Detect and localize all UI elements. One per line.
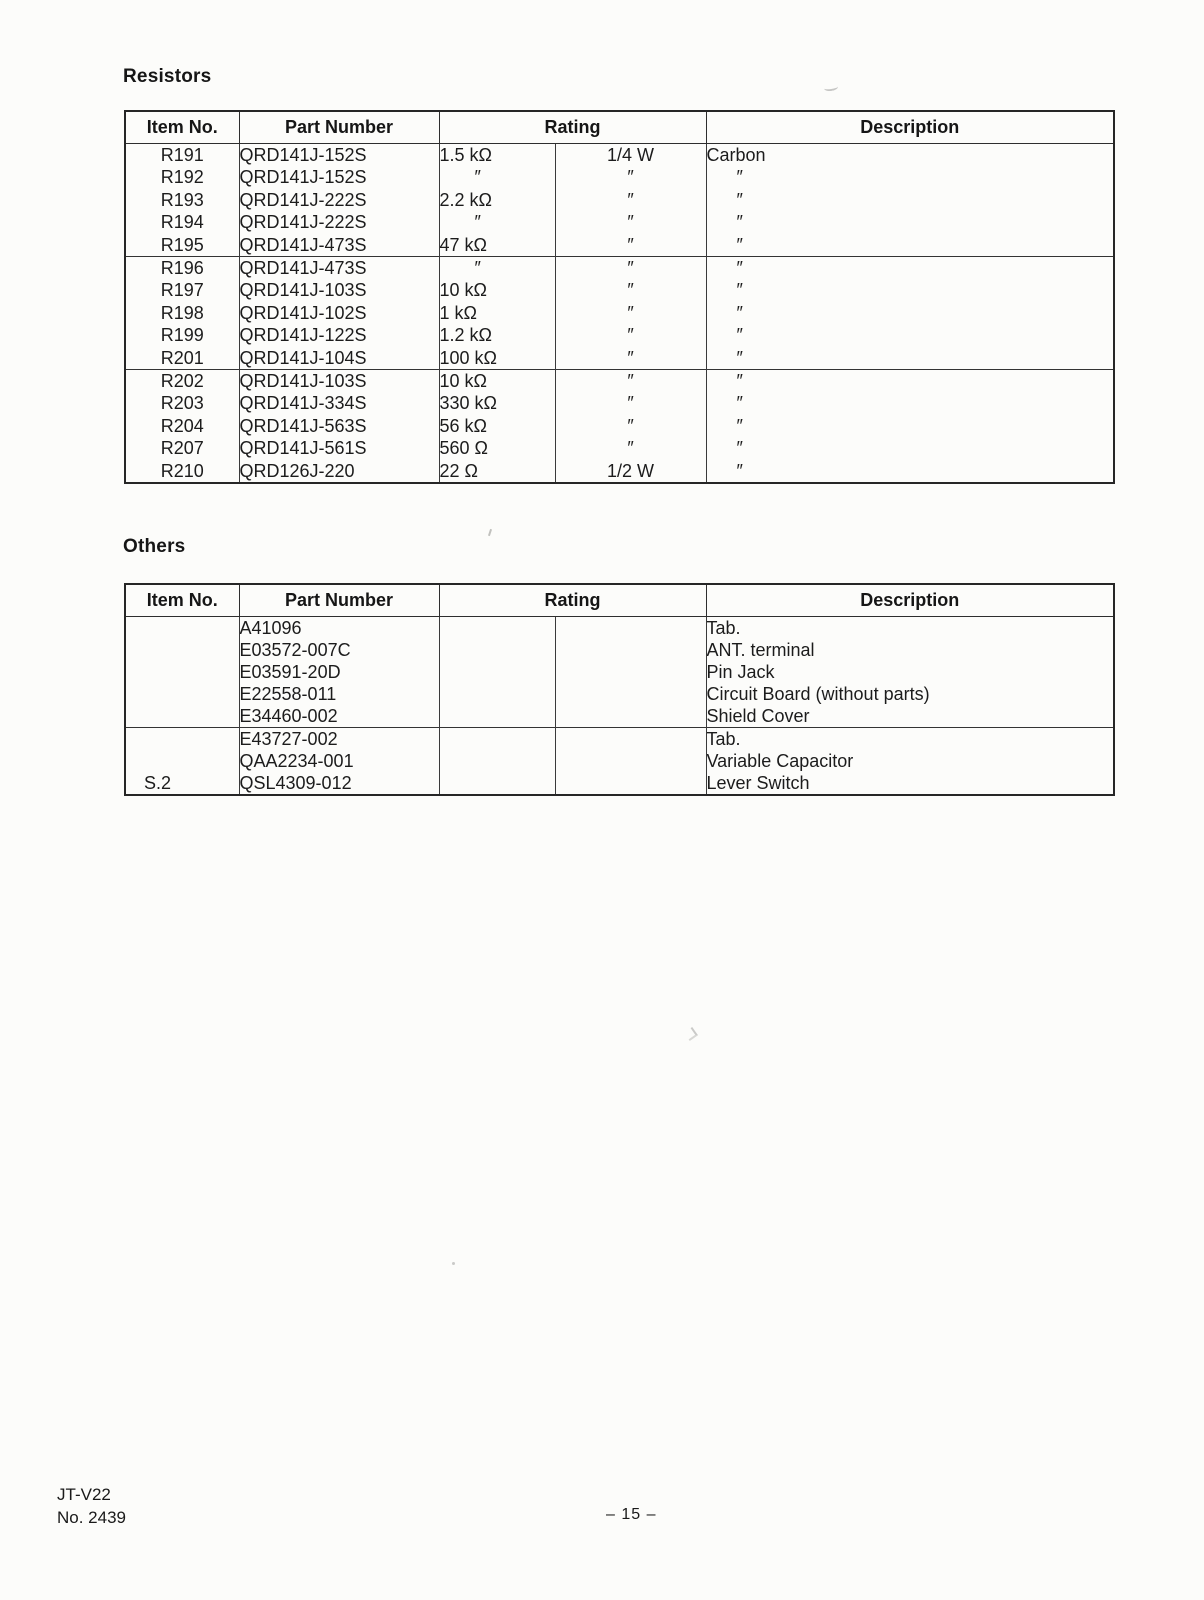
page-number: – 15 – bbox=[606, 1506, 657, 1523]
cell-part: QRD141J-102S bbox=[239, 302, 439, 324]
cell-item: R203 bbox=[125, 392, 239, 414]
cell-r2 bbox=[555, 661, 706, 683]
column-header-description: Description bbox=[706, 584, 1114, 617]
resistors-table-body bbox=[125, 144, 1114, 484]
table-row bbox=[125, 437, 1114, 459]
cell-item: R192 bbox=[125, 166, 239, 188]
cell-desc: ″ bbox=[706, 166, 1114, 188]
table-row bbox=[125, 617, 1114, 640]
cell-desc: Carbon bbox=[706, 144, 1114, 167]
others-table-header bbox=[125, 584, 1114, 617]
cell-desc: ″ bbox=[706, 279, 1114, 301]
cell-r1 bbox=[439, 661, 555, 683]
cell-r1: 1.2 kΩ bbox=[439, 324, 555, 346]
cell-desc: ″ bbox=[706, 437, 1114, 459]
cell-desc: ″ bbox=[706, 370, 1114, 393]
cell-part: E34460-002 bbox=[239, 705, 439, 728]
table-row bbox=[125, 302, 1114, 324]
cell-item: R197 bbox=[125, 279, 239, 301]
cell-r1 bbox=[439, 772, 555, 795]
table-row bbox=[125, 211, 1114, 233]
cell-r1: 560 Ω bbox=[439, 437, 555, 459]
cell-item: S.2 bbox=[125, 772, 239, 795]
cell-item: R191 bbox=[125, 144, 239, 167]
cell-r1: 10 kΩ bbox=[439, 279, 555, 301]
scan-artifact bbox=[488, 529, 492, 536]
cell-desc: ″ bbox=[706, 257, 1114, 280]
cell-r1 bbox=[439, 639, 555, 661]
cell-r1: ″ bbox=[439, 257, 555, 280]
cell-desc: ″ bbox=[706, 392, 1114, 414]
table-row bbox=[125, 772, 1114, 795]
cell-part: E43727-002 bbox=[239, 728, 439, 751]
column-header-part-number: Part Number bbox=[239, 111, 439, 144]
column-header-description: Description bbox=[706, 111, 1114, 144]
table-row bbox=[125, 750, 1114, 772]
cell-part: QAA2234-001 bbox=[239, 750, 439, 772]
cell-item bbox=[125, 661, 239, 683]
table-row bbox=[125, 705, 1114, 728]
cell-desc: ″ bbox=[706, 415, 1114, 437]
table-row bbox=[125, 189, 1114, 211]
cell-part: QSL4309-012 bbox=[239, 772, 439, 795]
cell-r1: 56 kΩ bbox=[439, 415, 555, 437]
cell-r1 bbox=[439, 617, 555, 640]
cell-item bbox=[125, 750, 239, 772]
cell-part: E03591-20D bbox=[239, 661, 439, 683]
resistors-table bbox=[124, 110, 1115, 484]
resistors-table-header bbox=[125, 111, 1114, 144]
cell-item: R195 bbox=[125, 234, 239, 257]
table-row bbox=[125, 661, 1114, 683]
cell-part: QRD141J-103S bbox=[239, 279, 439, 301]
column-header-part-number: Part Number bbox=[239, 584, 439, 617]
cell-item: R207 bbox=[125, 437, 239, 459]
cell-r2: ″ bbox=[555, 370, 706, 393]
cell-item: R201 bbox=[125, 347, 239, 370]
cell-item: R199 bbox=[125, 324, 239, 346]
scan-artifact bbox=[684, 1027, 698, 1041]
cell-part: QRD141J-222S bbox=[239, 189, 439, 211]
cell-part: QRD141J-103S bbox=[239, 370, 439, 393]
cell-desc: ″ bbox=[706, 460, 1114, 483]
cell-r1: 2.2 kΩ bbox=[439, 189, 555, 211]
cell-item: R210 bbox=[125, 460, 239, 483]
column-header-item-no: Item No. bbox=[125, 584, 239, 617]
cell-item: R202 bbox=[125, 370, 239, 393]
cell-desc: ANT. terminal bbox=[706, 639, 1114, 661]
cell-part: QRD141J-222S bbox=[239, 211, 439, 233]
cell-desc: ″ bbox=[706, 324, 1114, 346]
cell-r2 bbox=[555, 617, 706, 640]
cell-r2: ″ bbox=[555, 347, 706, 370]
table-row bbox=[125, 392, 1114, 414]
cell-r1: 47 kΩ bbox=[439, 234, 555, 257]
column-header-rating: Rating bbox=[439, 584, 706, 617]
cell-r1: 1 kΩ bbox=[439, 302, 555, 324]
cell-part: QRD141J-473S bbox=[239, 257, 439, 280]
cell-item: R193 bbox=[125, 189, 239, 211]
cell-part: QRD141J-334S bbox=[239, 392, 439, 414]
cell-part: E03572-007C bbox=[239, 639, 439, 661]
cell-r1 bbox=[439, 705, 555, 728]
cell-desc: Pin Jack bbox=[706, 661, 1114, 683]
table-row bbox=[125, 639, 1114, 661]
cell-part: QRD141J-561S bbox=[239, 437, 439, 459]
cell-r2: ″ bbox=[555, 279, 706, 301]
cell-item bbox=[125, 728, 239, 751]
cell-r2: ″ bbox=[555, 302, 706, 324]
cell-r2: ″ bbox=[555, 415, 706, 437]
resistors-section-heading: Resistors bbox=[123, 66, 212, 87]
cell-r1: ″ bbox=[439, 166, 555, 188]
cell-desc: Tab. bbox=[706, 728, 1114, 751]
footer-doc-number: No. 2439 bbox=[57, 1508, 126, 1527]
cell-r2: ″ bbox=[555, 234, 706, 257]
cell-desc: ″ bbox=[706, 234, 1114, 257]
table-row bbox=[125, 347, 1114, 370]
footer-document-info bbox=[57, 1483, 126, 1529]
table-row bbox=[125, 415, 1114, 437]
cell-item: R194 bbox=[125, 211, 239, 233]
table-row bbox=[125, 279, 1114, 301]
others-table bbox=[124, 583, 1115, 796]
cell-r2 bbox=[555, 772, 706, 795]
table-row bbox=[125, 234, 1114, 257]
others-section-heading: Others bbox=[123, 536, 186, 557]
cell-r2 bbox=[555, 728, 706, 751]
cell-r2 bbox=[555, 750, 706, 772]
column-header-rating: Rating bbox=[439, 111, 706, 144]
cell-r1: 22 Ω bbox=[439, 460, 555, 483]
cell-part: QRD141J-473S bbox=[239, 234, 439, 257]
cell-desc: ″ bbox=[706, 302, 1114, 324]
cell-item bbox=[125, 617, 239, 640]
cell-r2: ″ bbox=[555, 189, 706, 211]
scan-artifact bbox=[824, 83, 839, 92]
cell-r2: 1/4 W bbox=[555, 144, 706, 167]
cell-part: E22558-011 bbox=[239, 683, 439, 705]
cell-part: QRD126J-220 bbox=[239, 460, 439, 483]
cell-r2: ″ bbox=[555, 166, 706, 188]
cell-item bbox=[125, 705, 239, 728]
table-row bbox=[125, 683, 1114, 705]
table-row bbox=[125, 324, 1114, 346]
cell-r2 bbox=[555, 683, 706, 705]
cell-desc: ″ bbox=[706, 189, 1114, 211]
cell-r2: 1/2 W bbox=[555, 460, 706, 483]
table-row bbox=[125, 728, 1114, 751]
footer-model: JT-V22 bbox=[57, 1485, 111, 1504]
cell-r2: ″ bbox=[555, 257, 706, 280]
cell-r1: 100 kΩ bbox=[439, 347, 555, 370]
cell-item bbox=[125, 683, 239, 705]
table-row bbox=[125, 257, 1114, 280]
cell-r2: ″ bbox=[555, 437, 706, 459]
cell-desc: Circuit Board (without parts) bbox=[706, 683, 1114, 705]
scan-artifact bbox=[452, 1262, 455, 1265]
cell-part: QRD141J-104S bbox=[239, 347, 439, 370]
cell-part: QRD141J-563S bbox=[239, 415, 439, 437]
table-row bbox=[125, 370, 1114, 393]
cell-r2: ″ bbox=[555, 211, 706, 233]
cell-item bbox=[125, 639, 239, 661]
cell-part: QRD141J-122S bbox=[239, 324, 439, 346]
cell-desc: Shield Cover bbox=[706, 705, 1114, 728]
cell-r1 bbox=[439, 728, 555, 751]
table-row bbox=[125, 144, 1114, 167]
cell-r1 bbox=[439, 750, 555, 772]
cell-r2: ″ bbox=[555, 392, 706, 414]
cell-item: R198 bbox=[125, 302, 239, 324]
cell-desc: Tab. bbox=[706, 617, 1114, 640]
cell-r2 bbox=[555, 639, 706, 661]
cell-item: R204 bbox=[125, 415, 239, 437]
cell-r1: 330 kΩ bbox=[439, 392, 555, 414]
cell-desc: ″ bbox=[706, 211, 1114, 233]
cell-part: QRD141J-152S bbox=[239, 144, 439, 167]
cell-r2 bbox=[555, 705, 706, 728]
cell-r2: ″ bbox=[555, 324, 706, 346]
cell-part: A41096 bbox=[239, 617, 439, 640]
column-header-item-no: Item No. bbox=[125, 111, 239, 144]
cell-desc: ″ bbox=[706, 347, 1114, 370]
table-row bbox=[125, 460, 1114, 483]
cell-desc: Variable Capacitor bbox=[706, 750, 1114, 772]
cell-r1: 10 kΩ bbox=[439, 370, 555, 393]
cell-desc: Lever Switch bbox=[706, 772, 1114, 795]
cell-r1 bbox=[439, 683, 555, 705]
table-row bbox=[125, 166, 1114, 188]
cell-r1: 1.5 kΩ bbox=[439, 144, 555, 167]
others-table-body bbox=[125, 617, 1114, 796]
cell-part: QRD141J-152S bbox=[239, 166, 439, 188]
cell-item: R196 bbox=[125, 257, 239, 280]
cell-r1: ″ bbox=[439, 211, 555, 233]
